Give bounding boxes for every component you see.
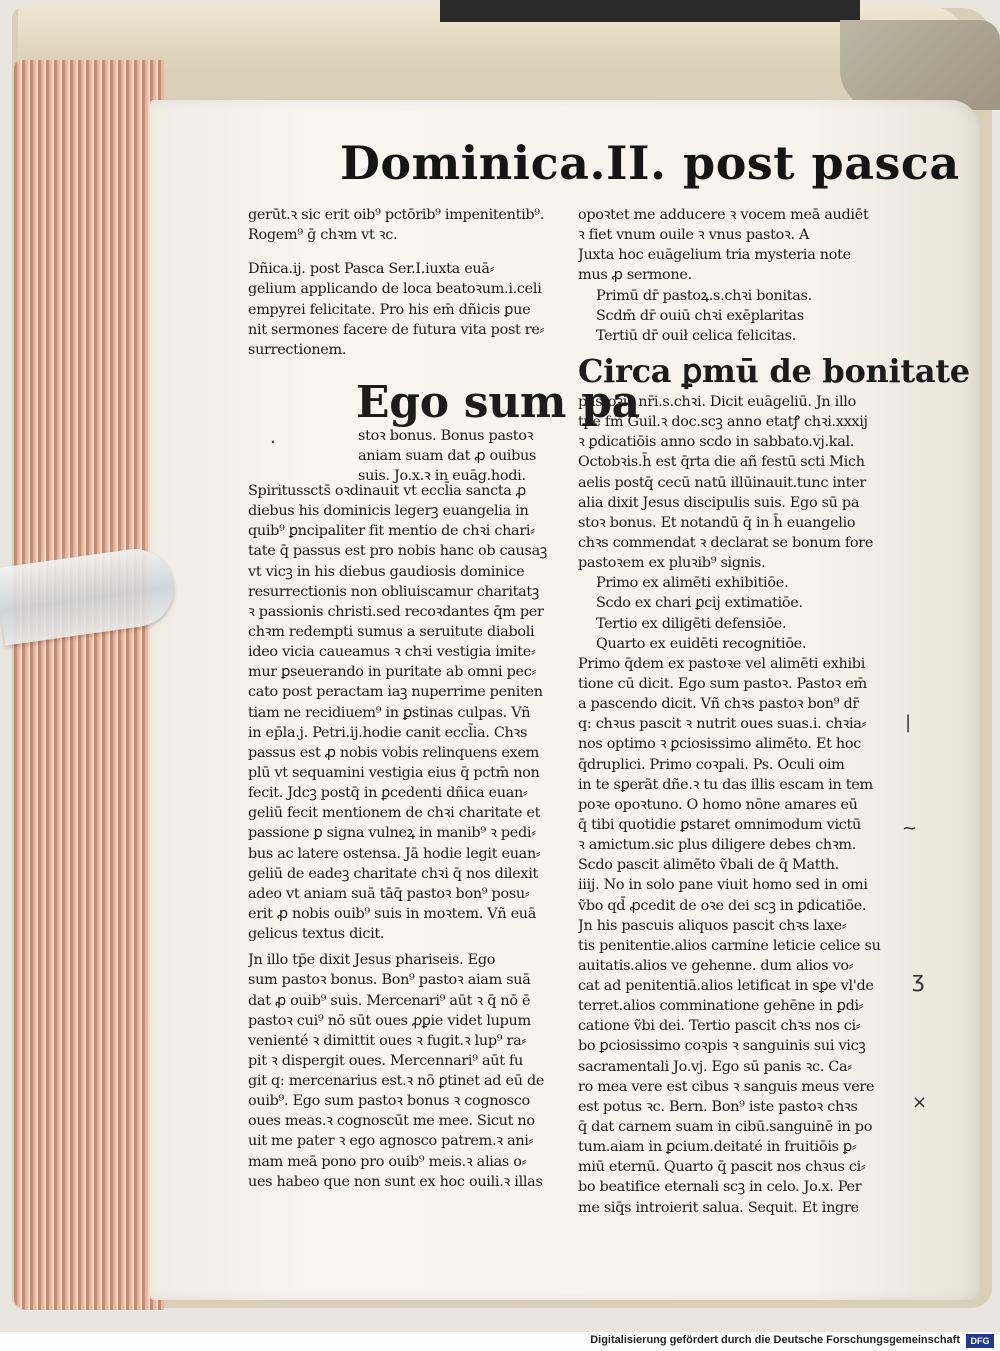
margin-mark-x: × <box>912 1092 928 1113</box>
text-line: chꝛs commendat ꝛ declarat se bonum fore <box>578 534 874 551</box>
text-line: sacramentali Jo.vj. Ego sū panis ꝛc. Ca⸗ <box>578 1058 852 1075</box>
text-line: ideo vicia caueamus ꝛ chꝛi vestigia imite⸗ <box>248 644 536 661</box>
text-line: Octobꝛis.h̄ est q̄rta die añ festū scti Mich <box>578 454 865 471</box>
text-line: uit me pater ꝛ ego agnosco patrem.ꝛ ani⸗ <box>248 1133 534 1150</box>
text-line: auitatis.alios ve gehenne. dum alios vo⸗ <box>578 957 854 974</box>
text-line: stoꝛ bonus. Bonus pastoꝛ <box>358 427 534 444</box>
margin-mark-dash: ~ <box>902 818 918 839</box>
margin-mark-three: ʒ <box>912 968 925 993</box>
text-line: empyrei felicitate. Pro his em̄ dñicis ꝑue <box>248 301 531 318</box>
text-line: oues meas.ꝛ cognoscūt me mee. Sicut no <box>248 1113 535 1130</box>
text-line: ꝛ amictum.sic plus diligere debes chꝛm. <box>578 837 857 854</box>
text-line: ꝛ fiet vnum ouile ꝛ vnus pastoꝛ. A <box>578 227 810 244</box>
text-line: Primo ex alimēti exhibitiōe. <box>596 575 789 592</box>
text-line: cato post peractam iaꝫ nuperrime peniten <box>248 684 543 701</box>
text-line: ꝛ passionis christi.sed recoꝛdantes q̄m per <box>248 603 544 620</box>
text-line: iiij. No in solo pane viuit homo sed in omi <box>578 877 868 894</box>
text-line: mam meā pono pro ouib⁹ meis.ꝛ alias o⸗ <box>248 1153 527 1170</box>
text-line: Jn his pascuis aliquos pascit chꝛs laxe⸗ <box>578 917 847 934</box>
text-line: nit sermones facere de futura vita post re⸗ <box>248 321 545 338</box>
text-line: Rogem⁹ ḡ chꝛm vt ꝛc. <box>248 227 398 244</box>
text-line: venienté ꝛ dimittit oues ꝛ fugit.ꝛ lup⁹ ra⸗ <box>248 1032 526 1049</box>
text-line: pit ꝛ dispergit oues. Mercennari⁹ aūt fu <box>248 1052 523 1069</box>
text-line: resurrectionis non obliuiscamur charitatꝫ <box>248 583 539 600</box>
drop-initial: Eg <box>356 376 420 428</box>
dfg-logo: DFG <box>966 1334 994 1348</box>
text-line: cat ad penitentiā.alios letificat in sꝑe vl'de <box>578 978 874 995</box>
text-line: in ep̄la.j. Petri.ij.hodie canit eccl̄ia. Chꝛs <box>248 724 528 741</box>
text-line: ouib⁹. Ego sum pastoꝛ bonus ꝛ cognosco <box>248 1093 530 1110</box>
text-line: surrectionem. <box>248 341 347 358</box>
initial-rest: o sum pa <box>419 376 640 428</box>
text-line: suis. Jo.x.ꝛ in euāg.hodi. <box>358 468 526 485</box>
text-line: tiam ne recidiuem⁹ in ꝑstinas culpas. Vñ <box>248 704 531 721</box>
text-line: Scdo pascit alimēto ṽbali de q̄ Matth. <box>578 857 839 874</box>
text-line: poꝛe opoꝛtuno. O homo nōne amares eū <box>578 796 858 813</box>
margin-mark-dot: · <box>270 432 276 453</box>
text-line: diebus his dominicis legerꝫ euangelia in <box>248 503 529 520</box>
text-line: aelis postq̄ cecū natū illūinauit.tunc inter <box>578 474 866 491</box>
text-line: q̄ tibi quotidie ꝑstaret omnimodum victū <box>578 816 861 833</box>
text-line: est potus ꝛc. Bern. Bon⁹ iste pastoꝛ chꝛs <box>578 1098 858 1115</box>
text-line: tione cū dicit. Ego sum pastoꝛ. Pastoꝛ em̄ <box>578 675 867 692</box>
text-line: ro mea vere est cibus ꝛ sanguis meus vere <box>578 1078 875 1095</box>
text-line: ꝛ ꝑdicatiōis anno scdo in sabbato.vj.kal. <box>578 434 855 451</box>
text-line: gelium applicando de loca beatoꝛum.i.celi <box>248 281 542 298</box>
text-line: tum.aiam in ꝑcium.deitaté in fruitiōis ꝑ⸗ <box>578 1139 857 1156</box>
text-line: quib⁹ ꝑncipaliter fit mentio de chꝛi chari⸗ <box>248 523 535 540</box>
text-line: q: chꝛus pascit ꝛ nutrit oues suas.i. chꝛia⸗ <box>578 716 867 733</box>
text-line: ṽbo qd̄ ꝓcedit de oꝛe dei scꝫ in ꝑdicatiōe. <box>578 897 867 914</box>
cover-corner <box>840 20 1000 110</box>
text-line: bus ac latere ostensa. Jā hodie legit euan⸗ <box>248 845 541 862</box>
text-line: aniam suam dat ꝓ ouibus <box>358 448 537 465</box>
left-block-c <box>248 426 573 486</box>
text-line: vt vicꝫ in his diebus gaudiosis dominice <box>248 563 525 580</box>
text-line: chꝛm redempti sumus a seruitute diaboli <box>248 623 535 640</box>
text-line: fecit. Jdcꝫ postq̄ in ꝑcedenti dñica euan⸗ <box>248 785 528 802</box>
text-line: miū eternū. Quarto q̄ pascit nos chꝛus ci⸗ <box>578 1159 866 1176</box>
right-block-c <box>578 392 898 573</box>
text-line: git q: mercenarius est.ꝛ nō ꝑtinet ad eū de <box>248 1073 545 1090</box>
text-line: tate q̄ passus est pro nobis hanc ob causaꝫ <box>248 543 547 560</box>
text-line: Tertiū dr̄ ouił celica felicitas. <box>596 327 796 344</box>
text-line: in te sꝑerāt dñe.ꝛ tu das illis escam in tem <box>578 776 873 793</box>
left-block-b <box>248 259 573 360</box>
left-block-e <box>248 950 573 1192</box>
right-block-d <box>578 573 898 654</box>
text-line: adeo vt aniam suā tāq̄ pastoꝛ bon⁹ posu⸗ <box>248 885 530 902</box>
section-subheading: Circa ꝑmū de bonitate <box>578 351 970 390</box>
text-line: Jn illo tp̄e dixit Jesus phariseis. Ego <box>248 952 496 969</box>
right-block-b <box>578 286 898 346</box>
text-line: mur ꝑseuerando in puritate ab omni pec⸗ <box>248 664 537 681</box>
text-line: q̄druplici. Primo coꝛpali. Ps. Oculi oim <box>578 756 845 773</box>
text-line: a pascendo dicit. Vñ chꝛs pastoꝛ bon⁹ dr̄ <box>578 696 859 713</box>
right-text-column <box>578 205 970 1218</box>
text-line: Tertio ex diligēti defensiōe. <box>596 615 787 632</box>
text-line: Scdm̄ dr̄ ouiū chꝛi exēplaritas <box>596 307 804 324</box>
text-line: gelicus textus dicit. <box>248 926 385 943</box>
text-line: alia dixit Jesus discipulis suis. Ego sū pa <box>578 494 860 511</box>
text-line: bo beatifice eternali scꝫ in celo. Jo.x. Per <box>578 1179 862 1196</box>
text-line: tis penitentie.alios carmine leticie celice su <box>578 937 881 954</box>
initial-heading <box>248 376 640 428</box>
text-line: Primū dr̄ pastoꝝ.s.chꝛi bonitas. <box>596 287 812 304</box>
text-line: mus ꝓ sermone. <box>578 267 692 284</box>
text-line: me siq̄s introierit salua. Sequit. Et ingre <box>578 1199 859 1216</box>
text-line: q̄ dat carnem suam in cibū.sanguinē in po <box>578 1119 873 1136</box>
text-line: gerūt.ꝛ sic erit oib⁹ pctōrib⁹ impenitentib⁹. <box>248 207 545 223</box>
left-block-d <box>248 481 573 944</box>
page-heading: Dominica.II. post pasca <box>340 136 960 190</box>
text-line: nos optimo ꝛ ꝑciosissimo alimēto. Et hoc <box>578 736 861 753</box>
text-line: stoꝛ bonus. Et notandū q̄ in h̄ euangelio <box>578 514 856 531</box>
text-line: geliū fecit mentionem de chꝛi charitate et <box>248 805 541 822</box>
margin-mark-stroke: | <box>905 712 912 733</box>
text-line: passus est ꝓ nobis vobis relinquens exem <box>248 744 539 761</box>
background-strip <box>440 0 860 22</box>
text-line: Juxta hoc euāgelium tria mysteria note <box>578 247 851 264</box>
text-line: opoꝛtet me adducere ꝛ vocem meā audiēt <box>578 207 869 223</box>
text-line: Quarto ex euidēti recognitiōe. <box>596 635 807 652</box>
footer-credit: Digitalisierung gefördert durch die Deutsche Forschungsgemeinschaft <box>590 1334 960 1346</box>
text-line: geliū de eadeꝫ charitate chꝛi q̄ nos dilexit <box>248 865 538 882</box>
text-line: plū vt sequamini vestigia eius q̄ pctm̄ non <box>248 764 540 781</box>
text-line: pastoꝛis nr̄i.s.chꝛi. Dicit euāgeliū. Jn illo <box>578 393 856 410</box>
text-line: Scdo ex chari ꝑcij extimatiōe. <box>596 595 803 612</box>
text-line: pastoꝛem ex pluꝛib⁹ signis. <box>578 555 766 572</box>
left-block-a <box>248 205 573 245</box>
text-line: Dñica.ij. post Pasca Ser.I.iuxta euā⸗ <box>248 261 495 278</box>
text-line: dat ꝓ ouib⁹ suis. Mercenari⁹ aūt ꝛ q̄ nō ē <box>248 992 531 1009</box>
text-line: ues habeo que non sunt ex hoc ouili.ꝛ illas <box>248 1173 543 1190</box>
text-line: catione ṽbi dei. Tertio pascit chꝛs nos ci⸗ <box>578 1018 861 1035</box>
text-line: tp̄e fm̄ Guil.ꝛ doc.scꝫ anno etatꝭ chꝛi.xxxij <box>578 414 868 431</box>
text-line: bo ꝑciosissimo coꝛpis ꝛ sanguinis sui vicꝫ <box>578 1038 866 1055</box>
text-line: terret.alios comminatione gehēne in ꝑdi⸗ <box>578 998 864 1015</box>
text-line: erit ꝓ nobis ouib⁹ suis in moꝛtem. Vñ euā <box>248 905 537 922</box>
text-line: passione ꝑ signa vulneꝝ in manib⁹ ꝛ pedi⸗ <box>248 825 536 842</box>
text-line: Spiritusscts̄ oꝛdinauit vt eccl̄ia sancta ꝓ <box>248 482 526 499</box>
text-line: pastoꝛ cui⁹ nō sūt oues ꝓꝑie videt lupum <box>248 1012 531 1029</box>
initial-block <box>248 376 640 485</box>
page-fore-edge <box>14 60 164 1310</box>
text-line: Primo q̄dem ex pastoꝛe vel alimēti exhibi <box>578 655 865 672</box>
right-block-e <box>578 654 898 1218</box>
right-block-a <box>578 205 898 286</box>
text-line: sum pastoꝛ bonus. Bon⁹ pastoꝛ aiam suā <box>248 972 531 989</box>
